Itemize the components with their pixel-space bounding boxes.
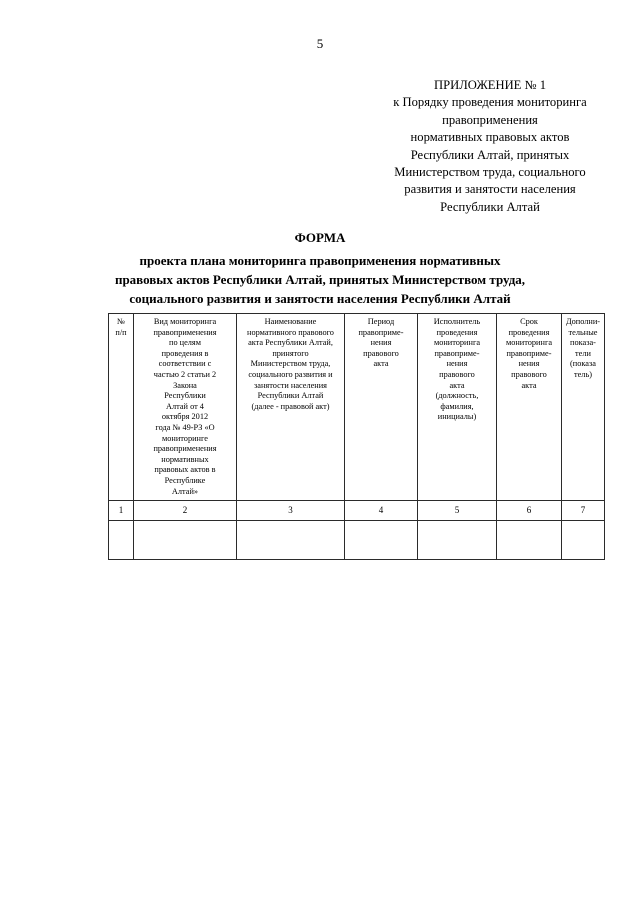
appendix-line-1: ПРИЛОЖЕНИЕ № 1	[434, 78, 546, 92]
form-subtitle-line-1: проекта плана мониторинга правоприменения нормативных	[139, 253, 501, 268]
form-subtitle-line-2: правовых актов Республики Алтай, принятых Министерством труда,	[114, 272, 526, 287]
table-cell-empty-7[interactable]	[562, 521, 605, 560]
table-cell-colnum-2: 2	[134, 501, 237, 521]
table-cell-empty-5[interactable]	[418, 521, 497, 560]
table-header-col-1-number: № п/п	[109, 314, 134, 501]
table-cell-empty-4[interactable]	[345, 521, 418, 560]
table-header-col-7-extra-indicators: Дополни- тельные показа- тели (показа тель)	[562, 314, 605, 501]
table-row-column-numbers	[109, 501, 605, 521]
table-header-col-4-period: Период правоприме- нения правового акта	[345, 314, 418, 501]
page-number: 5	[316, 36, 324, 51]
table-cell-empty-1[interactable]	[109, 521, 134, 560]
table-cell-empty-2[interactable]	[134, 521, 237, 560]
table-header-col-3-act-name: Наименование нормативного правового акта Республики Алтай, принятого Министерством труда, социального развития и занятости населения Республики Алтай (далее - правовой акт)	[237, 314, 345, 501]
table-cell-colnum-7: 7	[562, 501, 605, 521]
appendix-line-4: нормативных правовых актов	[410, 130, 570, 145]
form-heading-block	[70, 228, 570, 308]
appendix-line-7: развития и занятости населения	[404, 182, 576, 197]
appendix-heading-block	[368, 77, 612, 216]
table-cell-colnum-1: 1	[109, 501, 134, 521]
table-header-col-2-monitoring-type: Вид мониторинга правоприменения по целям проведения в соответствии с частью 2 статьи 2 Закона Республики Алтай от 4 октября 2012 года № 49-РЗ «О мониторинге правоприменения нормативных правовых актов в Республике Алтай»	[134, 314, 237, 501]
appendix-line-8: Республики Алтай	[440, 199, 540, 214]
table-cell-empty-3[interactable]	[237, 521, 345, 560]
appendix-line-6: Министерством труда, социального	[394, 165, 586, 180]
table-cell-colnum-4: 4	[345, 501, 418, 521]
table-cell-colnum-5: 5	[418, 501, 497, 521]
appendix-line-3: правоприменения	[442, 112, 538, 127]
appendix-line-5: Республики Алтай, принятых	[410, 147, 570, 162]
table-cell-colnum-6: 6	[497, 501, 562, 521]
form-title: ФОРМА	[294, 230, 346, 245]
table-header-row	[109, 314, 605, 501]
form-subtitle-line-3: социального развития и занятости населения Республики Алтай	[129, 291, 511, 306]
table-row[interactable]	[109, 521, 605, 560]
table-cell-empty-6[interactable]	[497, 521, 562, 560]
table-header-col-6-term: Срок проведения мониторинга правоприме- нения правового акта	[497, 314, 562, 501]
monitoring-plan-table	[108, 313, 605, 560]
appendix-line-2: к Порядку проведения мониторинга	[393, 95, 587, 110]
table-cell-colnum-3: 3	[237, 501, 345, 521]
table-header-col-5-executor: Исполнитель проведения мониторинга правоприме- нения правового акта (должность, фамилия, инициалы)	[418, 314, 497, 501]
